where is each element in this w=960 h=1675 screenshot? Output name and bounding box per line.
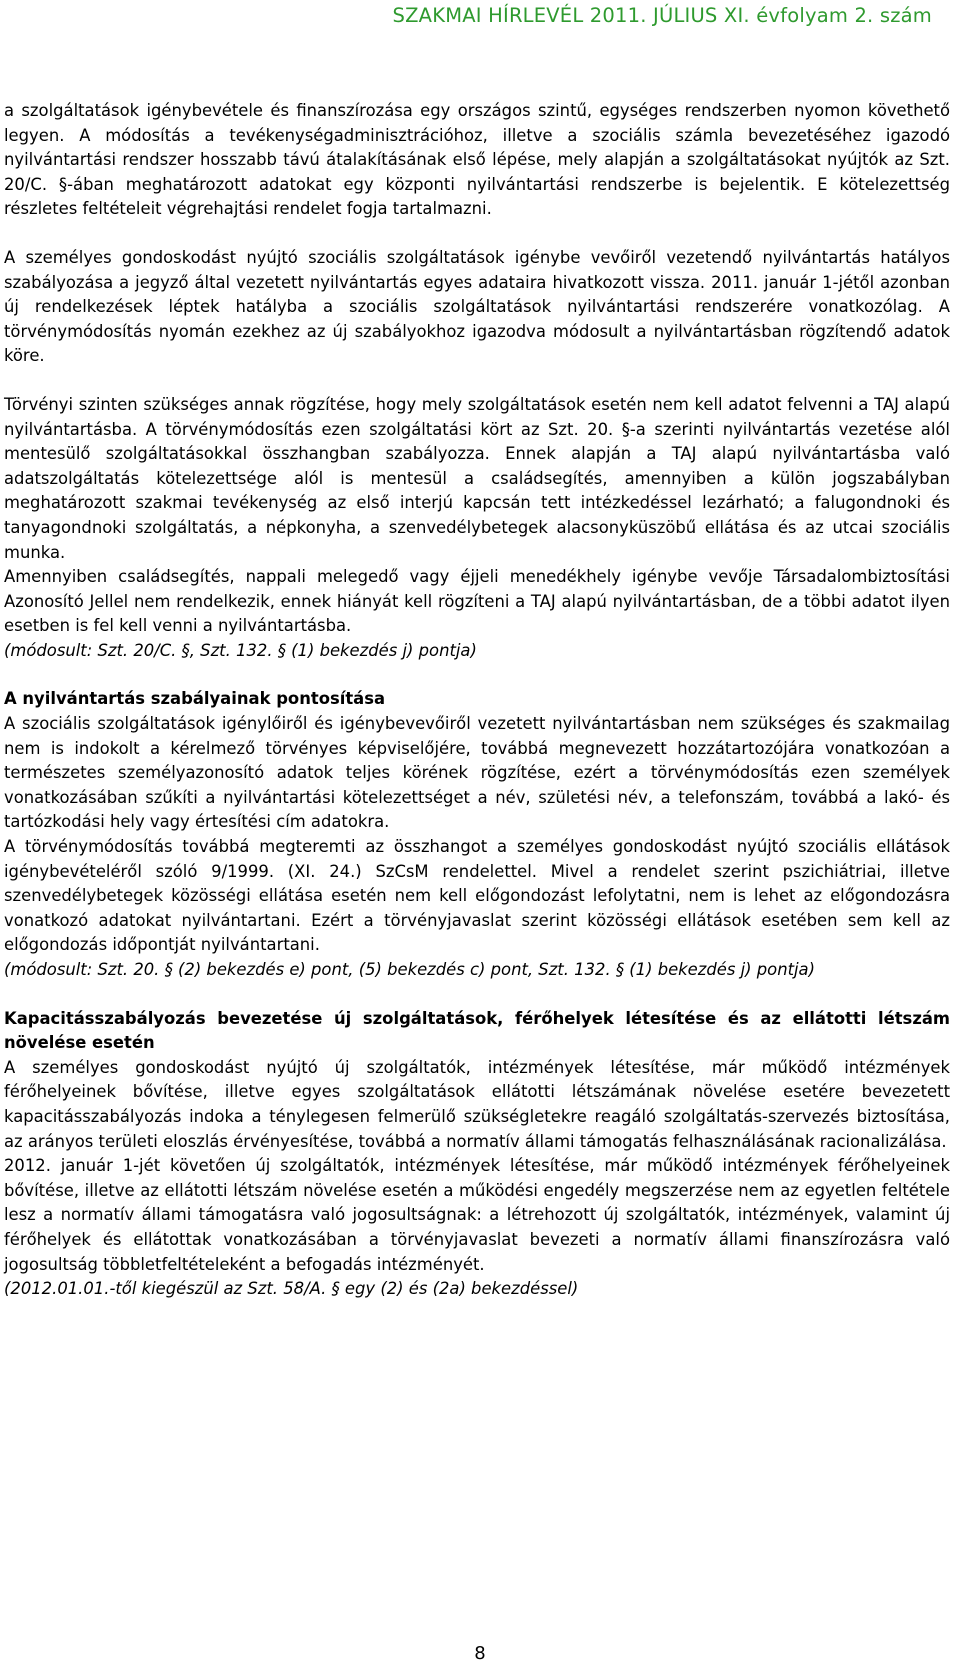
paragraph-6: A törvénymódosítás továbbá megteremti az összhangot a személyes gondoskodást nyújtó szociális ellátások igénybevételéről szóló 9/1999. (XI. 24.) SzCsM rendelettel. Mivel a rendelet szerint pszichiátriai, illetve szenvedélybetegek közösségi ellátása esetén nem kell előgondozást lefolytatni, nem is lehet az előgondozásra vonatkozó adatokat nyilvántartani. Ezért a törvényjavaslat szerint közösségi ellátások esetében sem kell az előgondozás időpontját nyilvántartani. bbox=[4, 837, 950, 955]
page-number: 8 bbox=[474, 1643, 486, 1664]
paragraph-gap bbox=[4, 369, 950, 393]
paragraph-gap bbox=[4, 663, 950, 687]
running-header: SZAKMAI HÍRLEVÉL 2011. JÚLIUS XI. évfolyam 2. szám bbox=[392, 4, 932, 27]
paragraph-7: A személyes gondoskodást nyújtó új szolgáltatók, intézmények létesítése, már működő intézmények férőhelyeinek bővítése, illetve egyes szolgáltatások ellátotti létszámának növelése esetére bevezetett kapacitásszabályozás indoka a ténylegesen felmerülő szükségletekre reagáló szolgáltatás-szervezés biztosítása, az arányos területi eloszlás érvényesítése, továbbá a normatív állami támogatás felhasználásának racionalizálása. bbox=[4, 1057, 950, 1151]
document-body bbox=[4, 99, 950, 1302]
amendment-note-1: (módosult: Szt. 20/C. §, Szt. 132. § (1) bekezdés j) pontja) bbox=[4, 640, 477, 660]
paragraph-4: Amennyiben családsegítés, nappali melegedő vagy éjjeli menedékhely igénybe vevője Társadalombiztosítási Azonosító Jellel nem rendelkezik, ennek hiányát kell rögzíteni a TAJ alapú nyilvántartásban, de a többi adatot ilyen esetben is fel kell venni a nyilvántartásba. bbox=[4, 567, 950, 636]
paragraph-5: A szociális szolgáltatások igénylőiről és igénybevevőiről vezetett nyilvántartásban nem szükséges és szakmailag nem is indokolt a kérelmező törvényes képviselőjére, továbbá megnevezett hozzátartozójára vonatkozóan a természetes személyazonosító adatok teljes körének rögzítése, ezért a törvénymódosítás ezen személyek vonatkozásában szűkíti a nyilvántartási kötelezettséget a név, születési név, a telefonszám, továbbá a lakó- és tartózkodási hely vagy értesítési cím adatokra. bbox=[4, 714, 950, 832]
paragraph-3: Törvényi szinten szükséges annak rögzítése, hogy mely szolgáltatások esetén nem kell adatot felvenni a TAJ alapú nyilvántartásba. A törvénymódosítás ezen szolgáltatási kört az Szt. 20. §-a szerinti nyilvántartás vezetése alól mentesülő szolgáltatásokkal összhangban szabályozza. Ennek alapján a TAJ alapú nyilvántartásba való adatszolgáltatás kötelezettsége alól is mentesül a családsegítés, amennyiben a külön jogszabályban meghatározott szakmai tevékenység az első interjú kapcsán tett intézkedéssel lezárható; a falugondnoki és tanyagondnoki szolgáltatás, a népkonyha, a szenvedélybetegek alacsonyküszöbű ellátása és az utcai szociális munka. bbox=[4, 394, 950, 562]
section-heading-2: Kapacitásszabályozás bevezetése új szolgáltatások, férőhelyek létesítése és az ellátotti létszám növelése esetén bbox=[4, 1008, 950, 1053]
paragraph-8: 2012. január 1-jét követően új szolgáltatók, intézmények létesítése, már működő intézmények férőhelyeinek bővítése, illetve az ellátotti létszám növelése esetén a működési engedély megszerzése nem az egyetlen feltétele lesz a normatív állami támogatásra való jogosultságnak: a létrehozott új szolgáltatók, intézmények, valamint új férőhelyek és ellátottak vonatkozásában a törvényjavaslat bevezeti a normatív állami finanszírozásra való jogosultság többletfeltételeként a befogadás intézményét. bbox=[4, 1156, 950, 1274]
paragraph-gap bbox=[4, 222, 950, 246]
section-heading-1: A nyilvántartás szabályainak pontosítása bbox=[4, 689, 386, 709]
paragraph-2: A személyes gondoskodást nyújtó szociális szolgáltatások igénybe vevőiről vezetendő nyilvántartás hatályos szabályozása a jegyző által vezetett nyilvántartás egyes adataira hivatkozott vissza. 2011. január 1-jétől azonban új rendelkezések léptek hatályba a szociális szolgáltatások nyilvántartási rendszerére vonatkozólag. A törvénymódosítás nyomán ezekhez az új szabályokhoz igazodva módosult a nyilvántartásban rögzítendő adatok köre. bbox=[4, 247, 950, 366]
paragraph-1: a szolgáltatások igénybevétele és finanszírozása egy országos szintű, egységes rendszerben nyomon követhető legyen. A módosítás a tevékenységadminisztrációhoz, illetve a szociális számla bevezetéséhez igazodó nyilvántartási rendszer hosszabb távú átalakításának első lépése, mely alapján a szolgáltatásokat nyújtók az Szt. 20/C. §-ában meghatározott adatokat egy központi nyilvántartási rendszerbe is bejelentik. E kötelezettség részletes feltételeit végrehajtási rendelet fogja tartalmazni. bbox=[4, 101, 950, 219]
amendment-note-3: (2012.01.01.-től kiegészül az Szt. 58/A. § egy (2) és (2a) bekezdéssel) bbox=[4, 1279, 579, 1299]
amendment-note-2: (módosult: Szt. 20. § (2) bekezdés e) pont, (5) bekezdés c) pont, Szt. 132. § (1) bekezdés j) pontja) bbox=[4, 960, 816, 979]
paragraph-gap bbox=[4, 983, 950, 1007]
